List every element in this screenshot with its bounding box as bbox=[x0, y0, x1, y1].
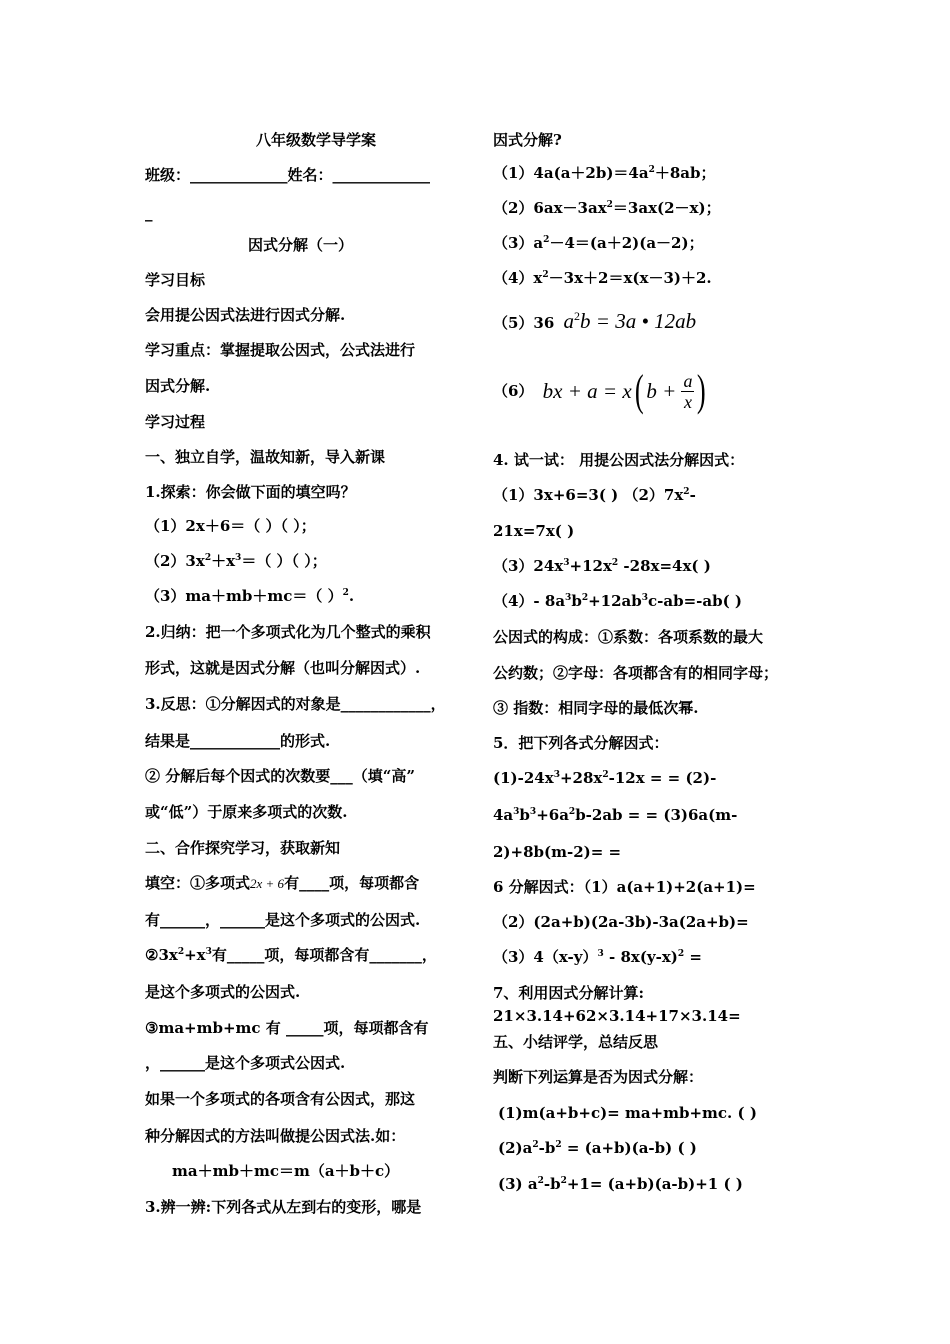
focus-line-1: 学习重点：掌握提取公因式，公式法进行 bbox=[145, 341, 416, 359]
fill-line-5: ③ma+mb+mc 有 _____项，每项都含有 bbox=[145, 1019, 429, 1037]
question-7-expression: 21×3.14+62×3.14+17×3.14= bbox=[493, 1007, 741, 1025]
judge-line-1: 3.辨一辨:下列各式从左到右的变形，哪是 bbox=[145, 1198, 422, 1216]
judge-item-4: $(4)x^2-3x+2=x(x-3)+2$. bbox=[493, 269, 712, 287]
question-6-line-3: $(3)4(x-y)^3 - 8x(y-x)^2$ = bbox=[493, 948, 702, 966]
question-7-heading: 7、利用因式分解计算: bbox=[493, 984, 644, 1002]
process-heading: 学习过程 bbox=[145, 413, 206, 431]
explore-prompt: 1.探索：你会做下面的填空吗？ bbox=[145, 483, 356, 501]
question-5-line-3: 2)+8b(m-2)= = bbox=[493, 843, 622, 861]
question-6-line-1: 6 分解因式：（1）a(a+1)+2(a+1)= bbox=[493, 878, 756, 896]
question-6-line-2: （2）(2a+b)(2a-3b)-3a(2a+b)= bbox=[493, 913, 749, 931]
question-5-heading: 5．把下列各式分解因式： bbox=[493, 734, 669, 752]
induct-line-2: 形式，这就是因式分解（也叫分解因式）. bbox=[145, 659, 421, 677]
judge-item-2: $(2)6ax-3ax^2=3ax(2-x)$； bbox=[493, 199, 721, 217]
try-item-1: （1）3x+6=3( ) $(2)7x^2-$ bbox=[493, 486, 696, 504]
judge-item-5: （5）36 $a^2b = 3a$ • 12ab bbox=[493, 309, 697, 333]
class-name-line: 班级：_____________姓名：_____________ bbox=[145, 166, 431, 184]
right-paren: ) bbox=[697, 366, 707, 415]
composition-line-1: 公因式的构成：①系数：各项系数的最大 bbox=[493, 628, 764, 646]
goal-heading: 学习目标 bbox=[145, 271, 206, 289]
goal-text: 会用提公因式法进行因式分解. bbox=[145, 306, 346, 324]
explore-item-1: （1）2x＋6＝（ ）（ ）； bbox=[145, 517, 316, 535]
fill-line-4: 是这个多项式的公因式. bbox=[145, 983, 301, 1001]
judge-line-2: 因式分解? bbox=[493, 131, 562, 149]
reflect-line-3: ② 分解后每个因式的次数要___（填“高” bbox=[145, 767, 415, 785]
reflect-line-4: 或“低”）于原来多项式的次数. bbox=[145, 803, 348, 821]
reflect-line-1: 3.反思：①分解因式的对象是____________， bbox=[145, 695, 446, 713]
left-paren: ( bbox=[634, 366, 644, 415]
try-item-3: $(3)24x^3+12x^2$ -28x=4x( ) bbox=[493, 557, 711, 575]
try-item-1-cont: 21x=7x( ) bbox=[493, 522, 575, 540]
fill-line-1: 填空：①多项式2x + 6有____项，每项都含 bbox=[145, 874, 420, 892]
judge-item-6: （6） bx + a = x( b + $\frac{a}{x}$ ) bbox=[493, 366, 707, 415]
fraction: $\frac{a}{x}$ bbox=[683, 370, 693, 412]
judge-item-3: $(3)a^2-4=(a+2)(a-2)$； bbox=[493, 234, 704, 252]
try-item-4: （4）- $8a^3b^2+12ab^3c-ab=-ab$( ) bbox=[493, 592, 742, 610]
polynomial-math: 2x + 6 bbox=[250, 876, 285, 891]
judge-item-1: $(1)4a(a+2b)=4a^2+8ab$； bbox=[493, 164, 716, 182]
composition-line-3: ③ 指数：相同字母的最低次幂. bbox=[493, 699, 699, 717]
section-5-heading: 五、小结评学，总结反思 bbox=[493, 1033, 659, 1051]
reflect-line-2: 结果是____________的形式. bbox=[145, 732, 331, 750]
definition-line-1: 如果一个多项式的各项含有公因式，那这 bbox=[145, 1090, 416, 1108]
explore-item-2: $(2)3x^2+x^3=$（ ）（ ）； bbox=[145, 552, 327, 570]
fill-line-6: ，______是这个多项式公因式. bbox=[145, 1054, 346, 1072]
focus-line-2: 因式分解. bbox=[145, 377, 211, 395]
section-5-question: 判断下列运算是否为因式分解： bbox=[493, 1068, 704, 1086]
fill-line-3: $②3x^2+x^3$有_____项，每项都含有_______， bbox=[145, 946, 437, 964]
example-formula: ma＋mb＋mc＝m（a＋b＋c） bbox=[172, 1162, 400, 1180]
summary-item-2: $(2)a^2-b^2 = (a+b)(a-b)$ ( ) bbox=[498, 1139, 697, 1157]
section-1-heading: 一、独立自学，温故知新，导入新课 bbox=[145, 448, 386, 466]
composition-line-2: 公约数；②字母：各项都含有的相同字母； bbox=[493, 664, 779, 682]
explore-item-3: （3）ma＋mb＋mc＝（ ）$^2$. bbox=[145, 587, 355, 605]
definition-line-2: 种分解因式的方法叫做提公因式法.如： bbox=[145, 1127, 406, 1145]
question-5-line-2: $4a^3b^3+6a^2b-2ab$ = = (3)6a(m- bbox=[493, 806, 738, 824]
induct-line-1: 2.归纳：把一个多项式化为几个整式的乘积 bbox=[145, 623, 431, 641]
lesson-subtitle: 因式分解（一） bbox=[248, 236, 354, 254]
class-name-continuation: _ bbox=[145, 204, 153, 222]
fill-line-2: 有______，______是这个多项式的公因式. bbox=[145, 911, 421, 929]
summary-item-1: (1)m(a+b+c)= ma+mb+mc. ( ) bbox=[498, 1104, 757, 1122]
summary-item-3: (3) $a^2-b^2+1= (a+b)(a-b)+1$ ( ) bbox=[498, 1175, 743, 1193]
doc-title: 八年级数学导学案 bbox=[256, 131, 377, 149]
try-heading: 4. 试一试： 用提公因式法分解因式： bbox=[493, 451, 745, 469]
section-2-heading: 二、合作探究学习，获取新知 bbox=[145, 839, 341, 857]
question-5-line-1: $(1)-24x^3+28x^2-12x$ = = (2)- bbox=[493, 769, 717, 787]
